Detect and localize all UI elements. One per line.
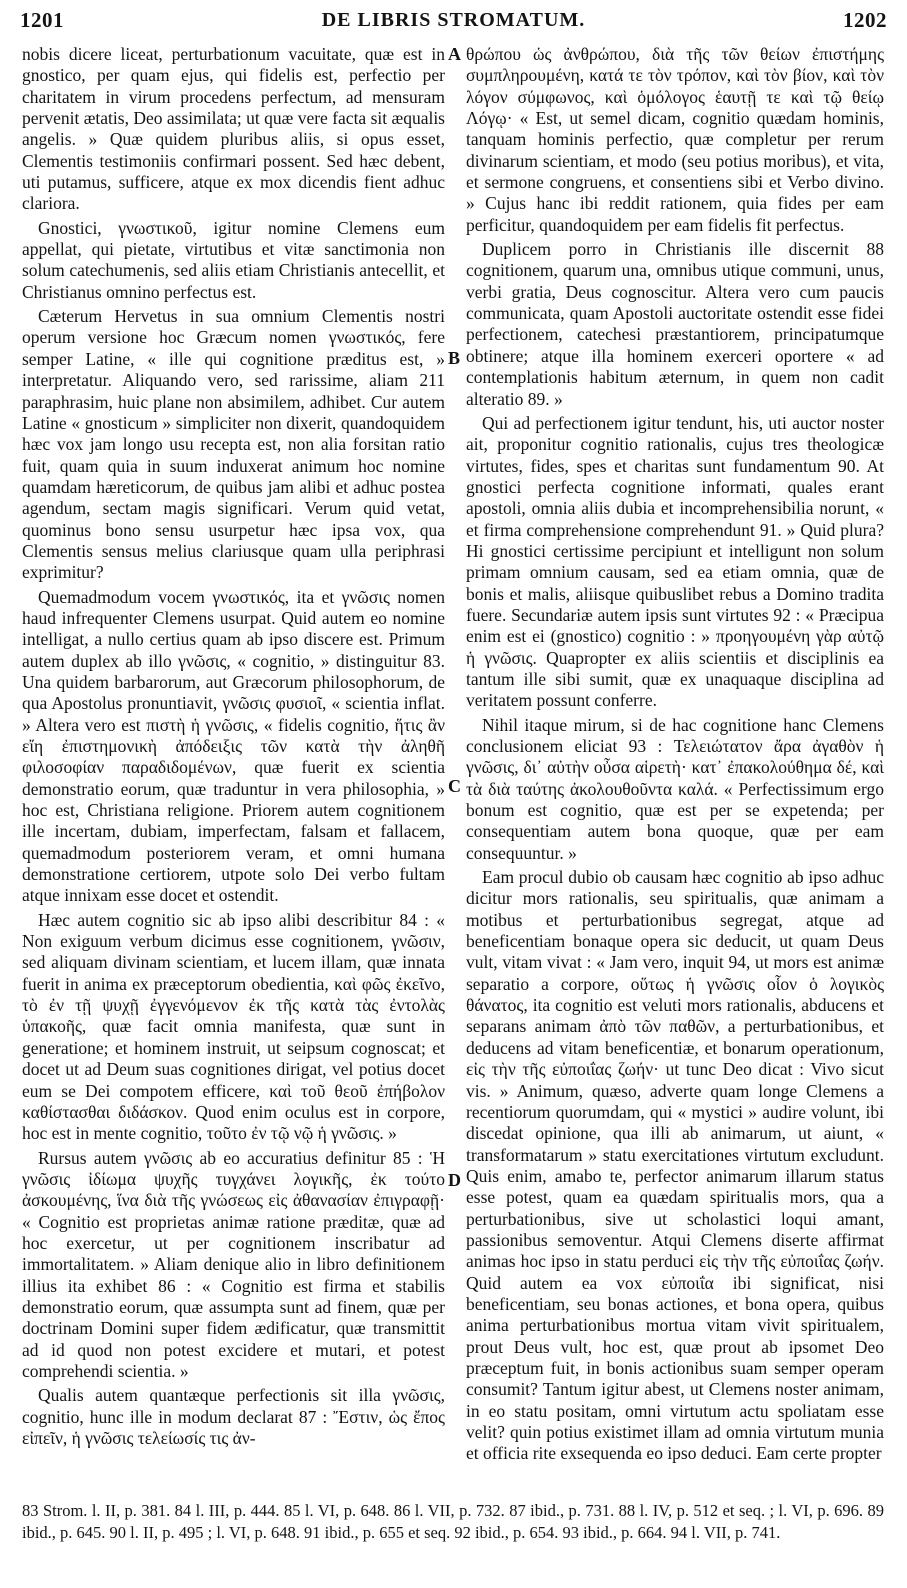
- paragraph: Eam procul dubio ob causam hæc cognitio ab ipso adhuc dicitur mors rationalis, seu spiritualis, quæ animam a motibus et perturbationibus segregat, atque ad beneficentiam bonaque opera sic deducit, ut quam Deus vult, vitam vivat : « Jam vero, inquit 94, ut mors est animæ separatio a corpore, οὕτως ἡ γνῶσις οἷον ὁ λογικὸς θάνατος, ita cognitio est veluti mors rationalis, abducens et separans animam ἀπὸ τῶν παθῶν, a perturbationibus, et deducens ad vitam beneficentiæ, et bonarum operationum, εἰς τὴν τῆς εὐποιΐας ζωήν· ut tunc Deo dicat : Vivo sicut vis. » Animum, quæso, adverte quam longe Clemens a recentiorum quorumdam, qui « mystici » audire volunt, ibi discedat opinione, qua illi ab animarum, ut aiunt, « transformatarum » statu exercitationes virtutum excludunt. Quis enim, amabo te, perfector animarum illarum status esse potest, quam ea quædam spiritualis mors, qua a perturbationibus, sive ut scholastici loqui amant, passionibus semoventur. Atqui Clemens diserte affirmat animas hoc ipso in statu perduci εἰς τὴν τῆς εὐποιΐας ζωήν. Quid autem ea vox εὐποιΐα ibi significat, nisi beneficentiam, seu bonas actiones, et bona opera, quibus anima perturbationibus mortua vitam vivit spiritualem, prout Deus vult, hoc est, quæ prout ab ipsomet Deo præceptum fuit, in bonis actionibus suam semper operam consumit? Tantum igitur abest, ut Clemens noster animam, in eo statu positam, omni virtutum actu spoliatam esse velit? quin potius existimet illam ad omnia virtutum munia et officia rite exsequenda eo ipso deduci. Eam certe propter: [466, 867, 884, 1464]
- paragraph: Gnostici, γνωστικοῦ, igitur nomine Clemens eum appellat, qui pietate, virtutibus et vitæ sanctimonia non solum catechumenis, sed aliis etiam Christianis antecellit, et Christianus omnino perfectus est.: [22, 217, 445, 302]
- paragraph: Quemadmodum vocem γνωστικός, ita et γνῶσις nomen haud infrequenter Clemens usurpat. Quid autem eo nomine intelligat, a nullo certius quam ab ipso discere est. Primum autem duplex ab illo γνῶσις, « cognitio, » distinguitur 83. Una quidem barbarorum, aut Græcorum philosophorum, de qua Apostolus pronuntiavit, γνῶσις φυσιοῖ, « scientia inflat. » Altera vero est πιστὴ ἡ γνῶσις, « fidelis cognitio, ἥτις ἂν εἴη ἐπιστημονικὴ ἀπόδειξις τῶν κατὰ τὴν ἀληθῆ φιλοσοφίαν παραδιδομένων, quæ fuerit ex scientia demonstratio eorum, quæ traduntur in vera philosophia, » hoc est, Christiana religione. Priorem autem cognitionem ille incertam, dubiam, imperfectam, falsam et fallacem, quemadmodum posteriorem veram, et omni humana demonstratione certiorem, utpote solo Dei verbo fultam atque innixam esse docet et ostendit.: [22, 586, 445, 906]
- page-number-right: 1202: [843, 8, 887, 32]
- paragraph: Qui ad perfectionem igitur tendunt, his, uti auctor noster ait, proponitur cognitio rationalis, cujus tres theologicæ virtutes, fides, spes et charitas sunt fundamentum 90. At gnostici perfecta cognitione informati, quales erant apostoli, omnia aliis dubia et incomprehensibilia norunt, « et firma comprehensione comprehendunt 91. » Quid plura? Hi gnostici certissime percipiunt et intelligunt non solum primam omnium causam, sed ea etiam omnia, quæ de bonis et malis, aliisque quibuslibet rebus a Domino tradita fuere. Secundariæ autem ipsis sunt virtutes 92 : « Præcipua enim est ei (gnostico) cognitio : » προηγουμένη γὰρ αὐτῷ ἡ γνῶσις. Quapropter ex aliis scientiis et disciplinis ea tantum ille sibi sumit, quæ ex unaquaque disciplina ad veritatem possunt conferre.: [466, 412, 884, 711]
- paragraph: Rursus autem γνῶσις ab eo accuratius definitur 85 : Ἡ γνῶσις ἰδίωμα ψυχῆς τυγχάνει λογικῆς, ἐκ τούτο ἀσκουμένης, ἵνα διὰ τῆς γνώσεως εἰς ἀθανασίαν ἐπιγραφῇ· « Cognitio est proprietas animæ ratione præditæ, quæ ad hoc exercetur, ut per cognitionem inscribatur ad immortalitatem. » Aliam denique alio in libro definitionem illius ita exhibet 86 : « Cognitio est firma et stabilis demonstratio eorum, quæ assumpta sunt ad finem, quæ per doctrinam Domini super fidem ædificatur, quæ transmittit ad id quod non potest excidere et mutari, et potest comprehendi scientia. »: [22, 1147, 445, 1381]
- margin-letter-a: A: [448, 44, 461, 64]
- paragraph: θρώπου ὡς ἀνθρώπου, διὰ τῆς τῶν θείων ἐπιστήμης συμπληρουμένη, κατά τε τὸν τρόπον, καὶ τὸν βίον, καὶ τὸν λόγον σύμφωνος, καὶ ὁμόλογος ἑαυτῇ τε καὶ τῷ θείῳ Λόγῳ· « Est, ut semel dicam, cognitio quædam hominis, tanquam hominis perfectio, quæ completur per rerum divinarum scientiam, et modo (seu potius moribus), et vita, et sermone congruens, et consentiens sibi et Verbo divino. » Cujus hanc ibi reddit rationem, quia fides per eam perficitur, quandoquidem per eam fidelis fit perfectus.: [466, 44, 884, 235]
- right-column: [466, 44, 884, 1496]
- running-title: DE LIBRIS STROMATUM.: [321, 9, 586, 31]
- margin-letter-c: C: [448, 776, 461, 796]
- margin-letter-d: D: [448, 1170, 461, 1190]
- footnotes: 83 Strom. l. II, p. 381. 84 l. III, p. 444. 85 l. VI, p. 648. 86 l. VII, p. 732. 87 ibid., p. 731. 88 l. IV, p. 512 et seq. ; l. VI, p. 696. 89 ibid., p. 645. 90 l. II, p. 495 ; l. VI, p. 648. 91 ibid., p. 655 et seq. 92 ibid., p. 654. 93 ibid., p. 664. 94 l. VII, p. 741.: [22, 1501, 884, 1542]
- paragraph: nobis dicere liceat, perturbationum vacuitate, quæ est in gnostico, per quam ejus, qui fidelis est, perfectio per charitatem in virum procedens perfectum, ad mensuram pervenit ætatis, Deo assimilata; ut quæ vere facta sit æqualis angelis. » Quæ quidem pluribus aliis, si opus esset, Clementis testimoniis confirmari possent. Sed hæc debent, uti putamus, sufficere, atque ex mox dicendis fient adhuc clariora.: [22, 44, 445, 214]
- paragraph: Nihil itaque mirum, si de hac cognitione hanc Clemens conclusionem eliciat 93 : Τελειώτατον ἄρα ἀγαθὸν ἡ γνῶσις, δι᾽ αὐτὴν οὖσα αἱρετὴ· κατ᾽ ἐπακολούθημα δέ, καὶ τὰ διὰ ταύτης ἀκολουθοῦντα καλά. « Perfectissimum ergo bonum est cognitio, quæ est per se expetenda; per consequentiam autem bona quoque, quæ per eam consequuntur. »: [466, 714, 884, 863]
- page-number-left: 1201: [20, 8, 64, 32]
- margin-letter-b: B: [448, 348, 461, 368]
- left-column: [22, 44, 445, 1496]
- paragraph: Hæc autem cognitio sic ab ipso alibi describitur 84 : « Non exiguum verbum dicimus esse cognitionem, γνῶσιν, sed aliquam divinam scientiam, et lucem illam, quæ innata fuerit in anima ex præceptorum obedientia, καὶ φῶς ἐκεῖνο, τὸ ἐν τῇ ψυχῇ ἐγγενόμενον ἐκ τῆς κατὰ τὰς ἐντολὰς ὑπακοῆς, quæ facit omnia manifesta, quæ sunt in generatione; et hominem instruit, ut seipsum cognoscat; et docet ut ad Deum suas cognitiones dirigat, vel potius docet eum se Dei compotem efficere, καὶ τοῦ θεοῦ ἐπήβολον καθίστασθαι διδάσκον. Quod enim oculus est in corpore, hoc est in mente cognitio, τοῦτο ἐν τῷ νῷ ἡ γνῶσις. »: [22, 909, 445, 1144]
- paragraph: Duplicem porro in Christianis ille discernit 88 cognitionem, quarum una, omnibus utique communi, unus, verbi gratia, Deus cognoscitur. Altera vero cum paucis communicata, quam Apostoli auctoritate ostendit esse fidei perfectionem, catechesi præstantiorem, principatumque obtinere; atque illa hominem exerceri oportere « ad contemplationis habitum æternum, in quem non cadit alteratio 89. »: [466, 239, 884, 409]
- running-header: [20, 8, 887, 38]
- paragraph: Qualis autem quantæque perfectionis sit illa γνῶσις, cognitio, hunc ille in modum declarat 87 : Ἔστιν, ὡς ἔπος εἰπεῖν, ἡ γνῶσις τελείωσίς τις ἀν-: [22, 1385, 445, 1448]
- paragraph: Cæterum Hervetus in sua omnium Clementis nostri operum versione hoc Græcum nomen γνωστικός, fere semper Latine, « ille qui cognitione præditus est, » interpretatur. Aliquando vero, sed rarissime, aliam 211 paraphrasim, huic plane non absimilem, adhibet. Cur autem Latine « gnosticum » simpliciter non dixerit, quandoquidem hæc vox jam longo usu recepta est, non alia forsitan ratio fuit, quam quia in suum induxerat animum hoc nomine quamdam hæreticorum, de quibus jam alibi et adhuc postea agendum, sectam magis significari. Verum quid vetat, quominus bono sensu usurpetur hæc ipsa vox, qua Clementis sensus melius clariusque quam ulla periphrasi exprimitur?: [22, 306, 445, 583]
